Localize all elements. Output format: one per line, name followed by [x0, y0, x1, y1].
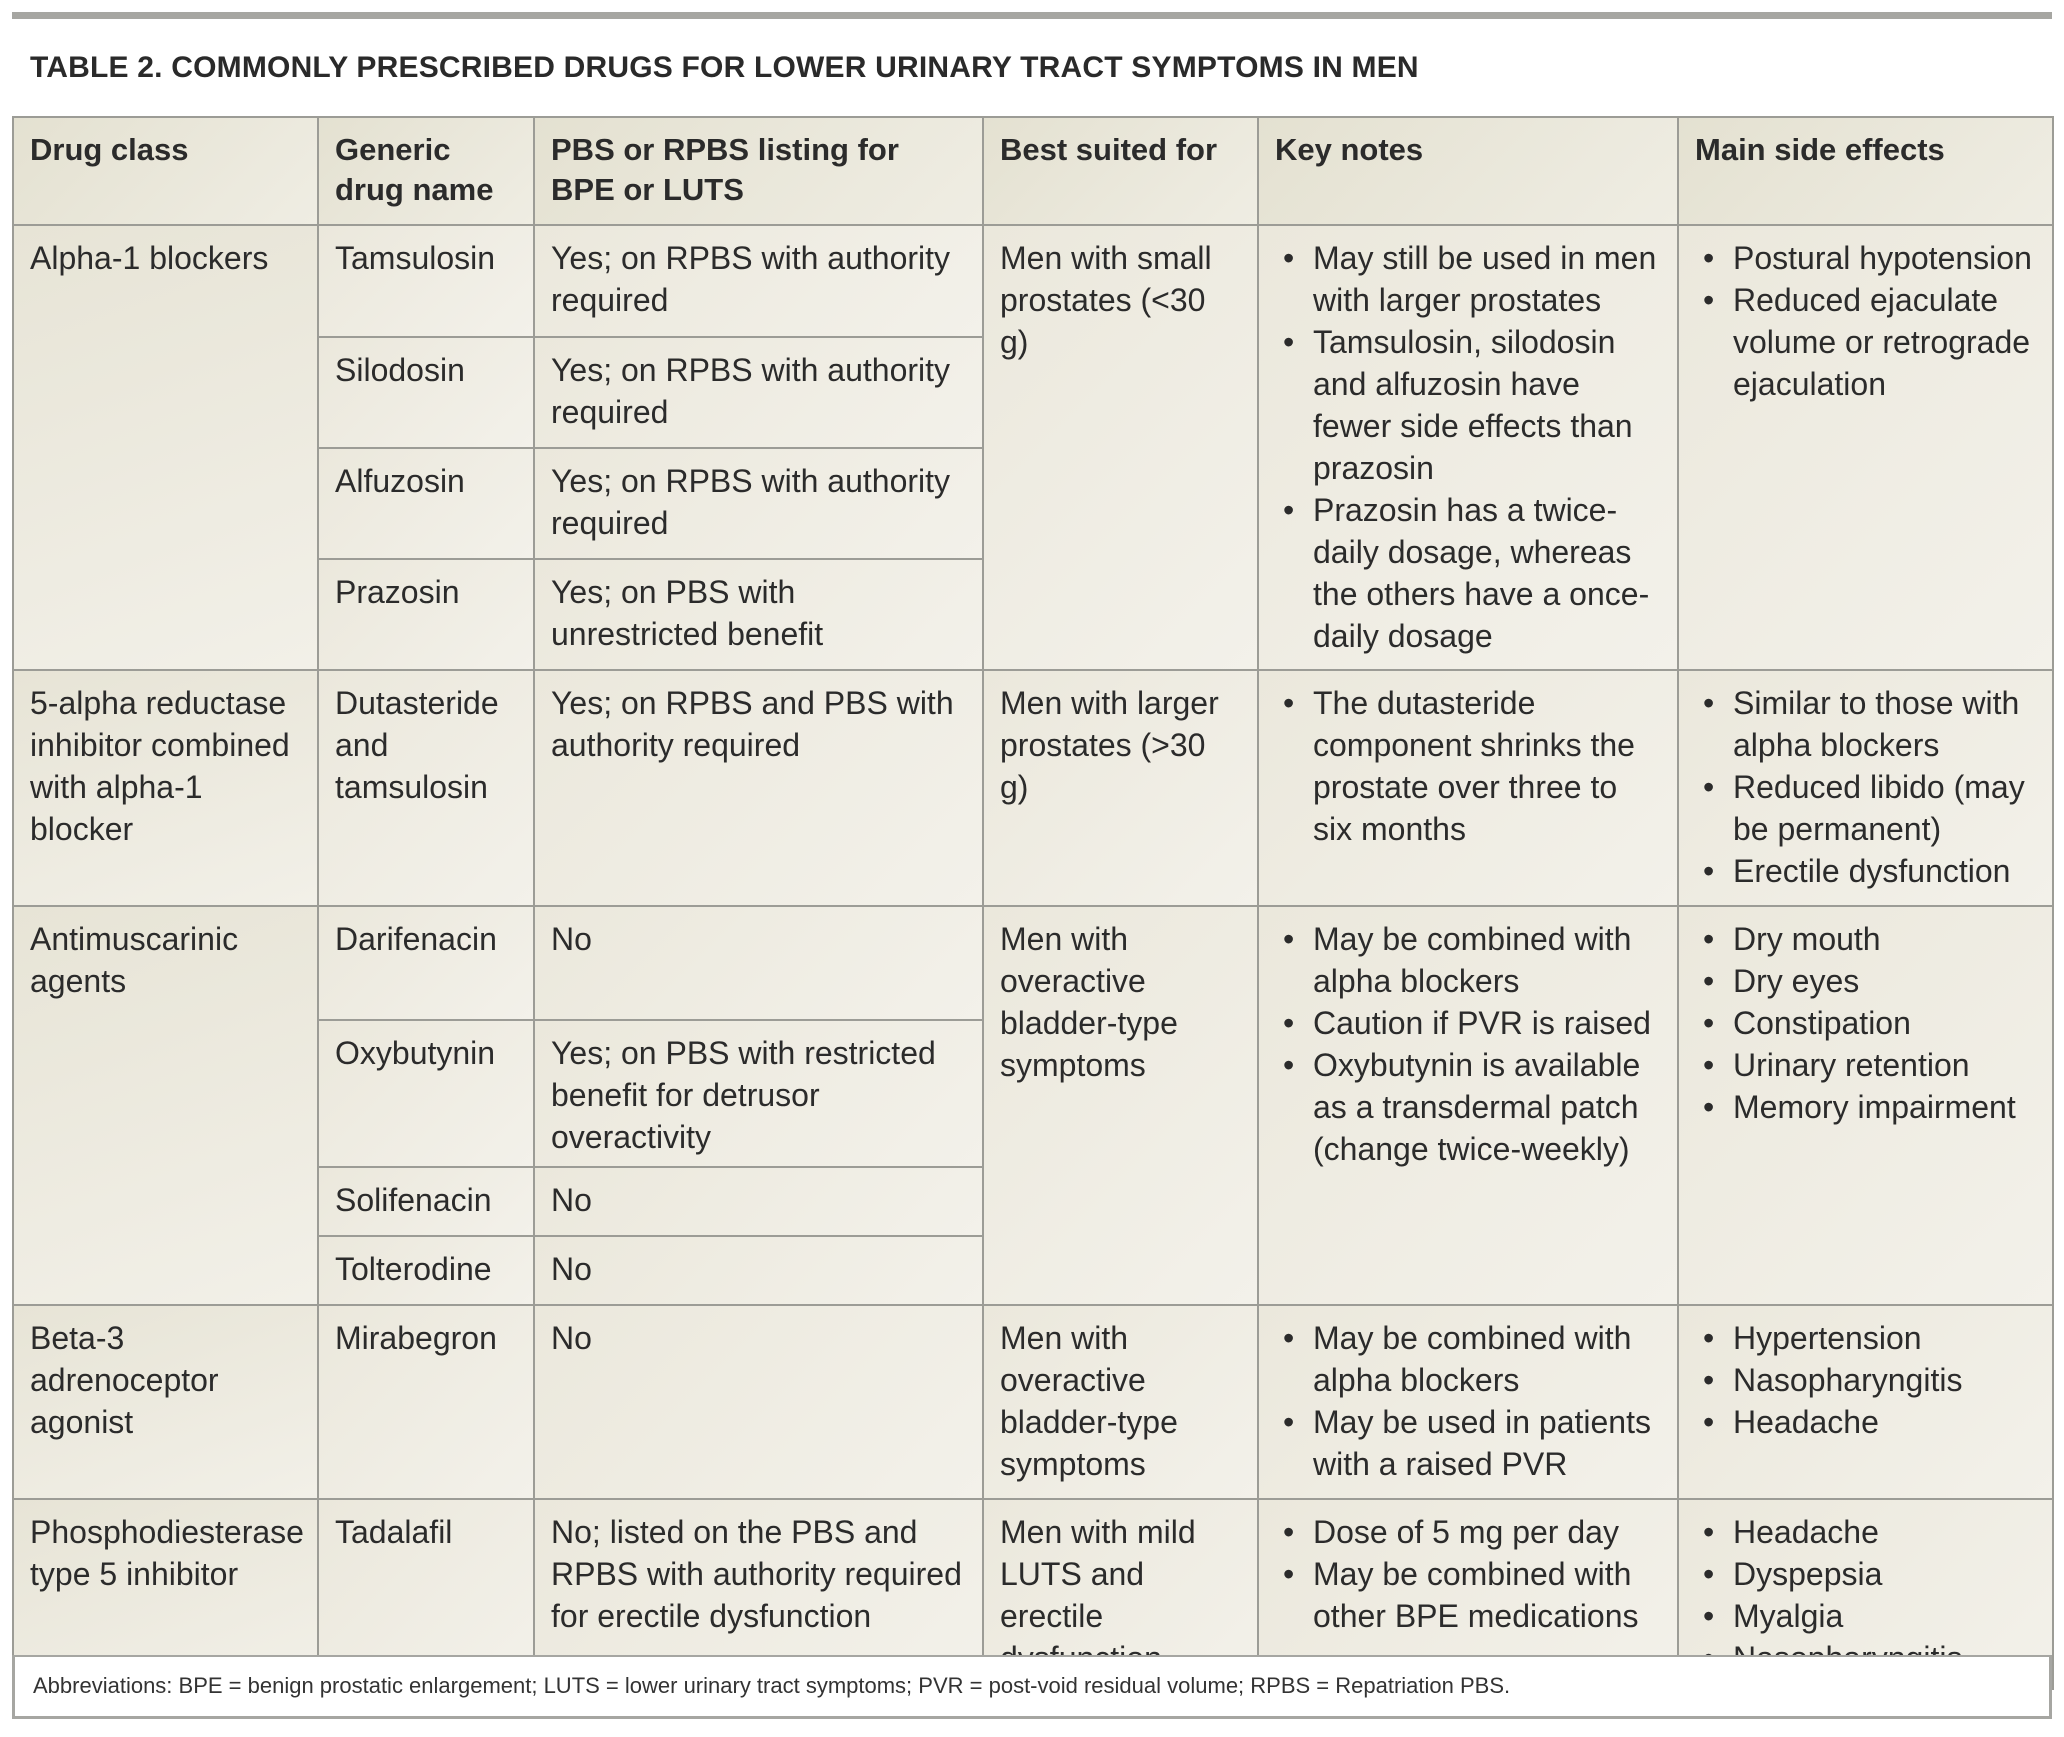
effect-item: • Nasopharyngitis: [1733, 1359, 2036, 1401]
drug-class-cell: 5-alpha reductase inhibitor combined with alpha-1 blocker: [13, 670, 318, 906]
note-item: • The dutasteride component shrinks the prostate over three to six months: [1313, 682, 1661, 850]
generic-name-cell: Silodosin: [318, 337, 534, 448]
generic-name-cell: Alfuzosin: [318, 448, 534, 559]
top-rule: [12, 12, 2052, 19]
table-frame: [12, 12, 2052, 1717]
side-effects-cell: [1678, 670, 2053, 906]
listing-cell: Yes; on PBS with restricted benefit for detrusor overactivity: [534, 1020, 983, 1167]
effect-item: • Headache: [1733, 1401, 2036, 1443]
key-notes-cell: [1258, 670, 1678, 906]
header-side-effects: Main side effects: [1678, 117, 2053, 225]
title-box: [12, 19, 2052, 112]
best-suited-cell: Men with larger prostates (>30 g): [983, 670, 1258, 906]
drug-class-cell: Beta-3 adrenoceptor agonist: [13, 1305, 318, 1499]
generic-name-cell: Tolterodine: [318, 1236, 534, 1305]
note-item: • Dose of 5 mg per day: [1313, 1511, 1661, 1553]
key-notes-cell: [1258, 906, 1678, 1305]
drug-table: [12, 116, 2054, 1690]
listing-cell: No: [534, 906, 983, 1020]
header-drug-class: Drug class: [13, 117, 318, 225]
note-item: • May be combined with other BPE medications: [1313, 1553, 1661, 1637]
effect-item: • Dry eyes: [1733, 960, 2036, 1002]
note-item: • Tamsulosin, silodosin and alfuzosin have fewer side effects than prazosin: [1313, 321, 1661, 489]
effect-item: • Reduced libido (may be permanent): [1733, 766, 2036, 850]
best-suited-cell: Men with overactive bladder-type symptoms: [983, 1305, 1258, 1499]
best-suited-cell: Men with small prostates (<30 g): [983, 225, 1258, 670]
listing-cell: Yes; on RPBS with authority required: [534, 225, 983, 337]
listing-cell: Yes; on RPBS with authority required: [534, 448, 983, 559]
table-row: [13, 1305, 2053, 1499]
abbreviations-footnote: Abbreviations: BPE = benign prostatic enlargement; LUTS = lower urinary tract symptoms; PVR = post-void residual volume; RPBS = Repatriation PBS.: [12, 1655, 2052, 1719]
effect-item: • Postural hypotension: [1733, 237, 2036, 279]
listing-cell: Yes; on RPBS and PBS with authority required: [534, 670, 983, 906]
effect-item: • Memory impairment: [1733, 1086, 2036, 1128]
generic-name-cell: Darifenacin: [318, 906, 534, 1020]
effect-item: • Similar to those with alpha blockers: [1733, 682, 2036, 766]
note-item: • May still be used in men with larger prostates: [1313, 237, 1661, 321]
generic-name-cell: Solifenacin: [318, 1167, 534, 1236]
effect-item: • Headache: [1733, 1511, 2036, 1553]
effect-item: • Erectile dysfunction: [1733, 850, 2036, 892]
header-generic-name: Generic drug name: [318, 117, 534, 225]
listing-cell: No: [534, 1167, 983, 1236]
generic-name-cell: Prazosin: [318, 559, 534, 670]
header-row: [13, 117, 2053, 225]
best-suited-cell: Men with overactive bladder-type symptoms: [983, 906, 1258, 1305]
key-notes-cell: [1258, 1305, 1678, 1499]
note-item: • May be used in patients with a raised PVR: [1313, 1401, 1661, 1485]
table-row: [13, 225, 2053, 337]
note-item: • May be combined with alpha blockers: [1313, 918, 1661, 1002]
header-best-suited: Best suited for: [983, 117, 1258, 225]
side-effects-cell: [1678, 1305, 2053, 1499]
header-key-notes: Key notes: [1258, 117, 1678, 225]
generic-name-cell: Mirabegron: [318, 1305, 534, 1499]
side-effects-cell: [1678, 906, 2053, 1305]
side-effects-cell: [1678, 225, 2053, 670]
table-title: TABLE 2. COMMONLY PRESCRIBED DRUGS FOR LOWER URINARY TRACT SYMPTOMS IN MEN: [30, 51, 1419, 84]
listing-cell: No: [534, 1236, 983, 1305]
generic-name-cell: Dutasteride and tamsulosin: [318, 670, 534, 906]
header-listing: PBS or RPBS listing for BPE or LUTS: [534, 117, 983, 225]
listing-cell: No; listed on the PBS and RPBS with authority required for erectile dysfunction: [534, 1499, 983, 1689]
key-notes-cell: [1258, 225, 1678, 670]
listing-cell: Yes; on RPBS with authority required: [534, 337, 983, 448]
effect-item: • Dyspepsia: [1733, 1553, 2036, 1595]
table-row: [13, 670, 2053, 906]
generic-name-cell: Oxybutynin: [318, 1020, 534, 1167]
note-item: • Oxybutynin is available as a transdermal patch (change twice-weekly): [1313, 1044, 1661, 1170]
effect-item: • Dry mouth: [1733, 918, 2036, 960]
best-suited-cell: Men with mild LUTS and erectile: [983, 1499, 1258, 1689]
note-item: • May be combined with alpha blockers: [1313, 1317, 1661, 1401]
effect-item: • Reduced ejaculate volume or retrograde ejaculation: [1733, 279, 2036, 405]
drug-class-cell: Alpha-1 blockers: [13, 225, 318, 670]
effect-item: • Constipation: [1733, 1002, 2036, 1044]
effect-item: • Hypertension: [1733, 1317, 2036, 1359]
generic-name-cell: Tamsulosin: [318, 225, 534, 337]
table-row: [13, 906, 2053, 1020]
effect-item: • Myalgia: [1733, 1595, 2036, 1637]
drug-class-cell: Antimuscarinic agents: [13, 906, 318, 1305]
listing-cell: Yes; on PBS with unrestricted benefit: [534, 559, 983, 670]
effect-item: • Urinary retention: [1733, 1044, 2036, 1086]
note-item: • Caution if PVR is raised: [1313, 1002, 1661, 1044]
note-item: • Prazosin has a twice-daily dosage, whereas the others have a once-daily dosage: [1313, 489, 1661, 657]
drug-class-cell: Phosphodiesterase type 5 inhibitor: [13, 1499, 318, 1689]
listing-cell: No: [534, 1305, 983, 1499]
generic-name-cell: Tadalafil: [318, 1499, 534, 1689]
